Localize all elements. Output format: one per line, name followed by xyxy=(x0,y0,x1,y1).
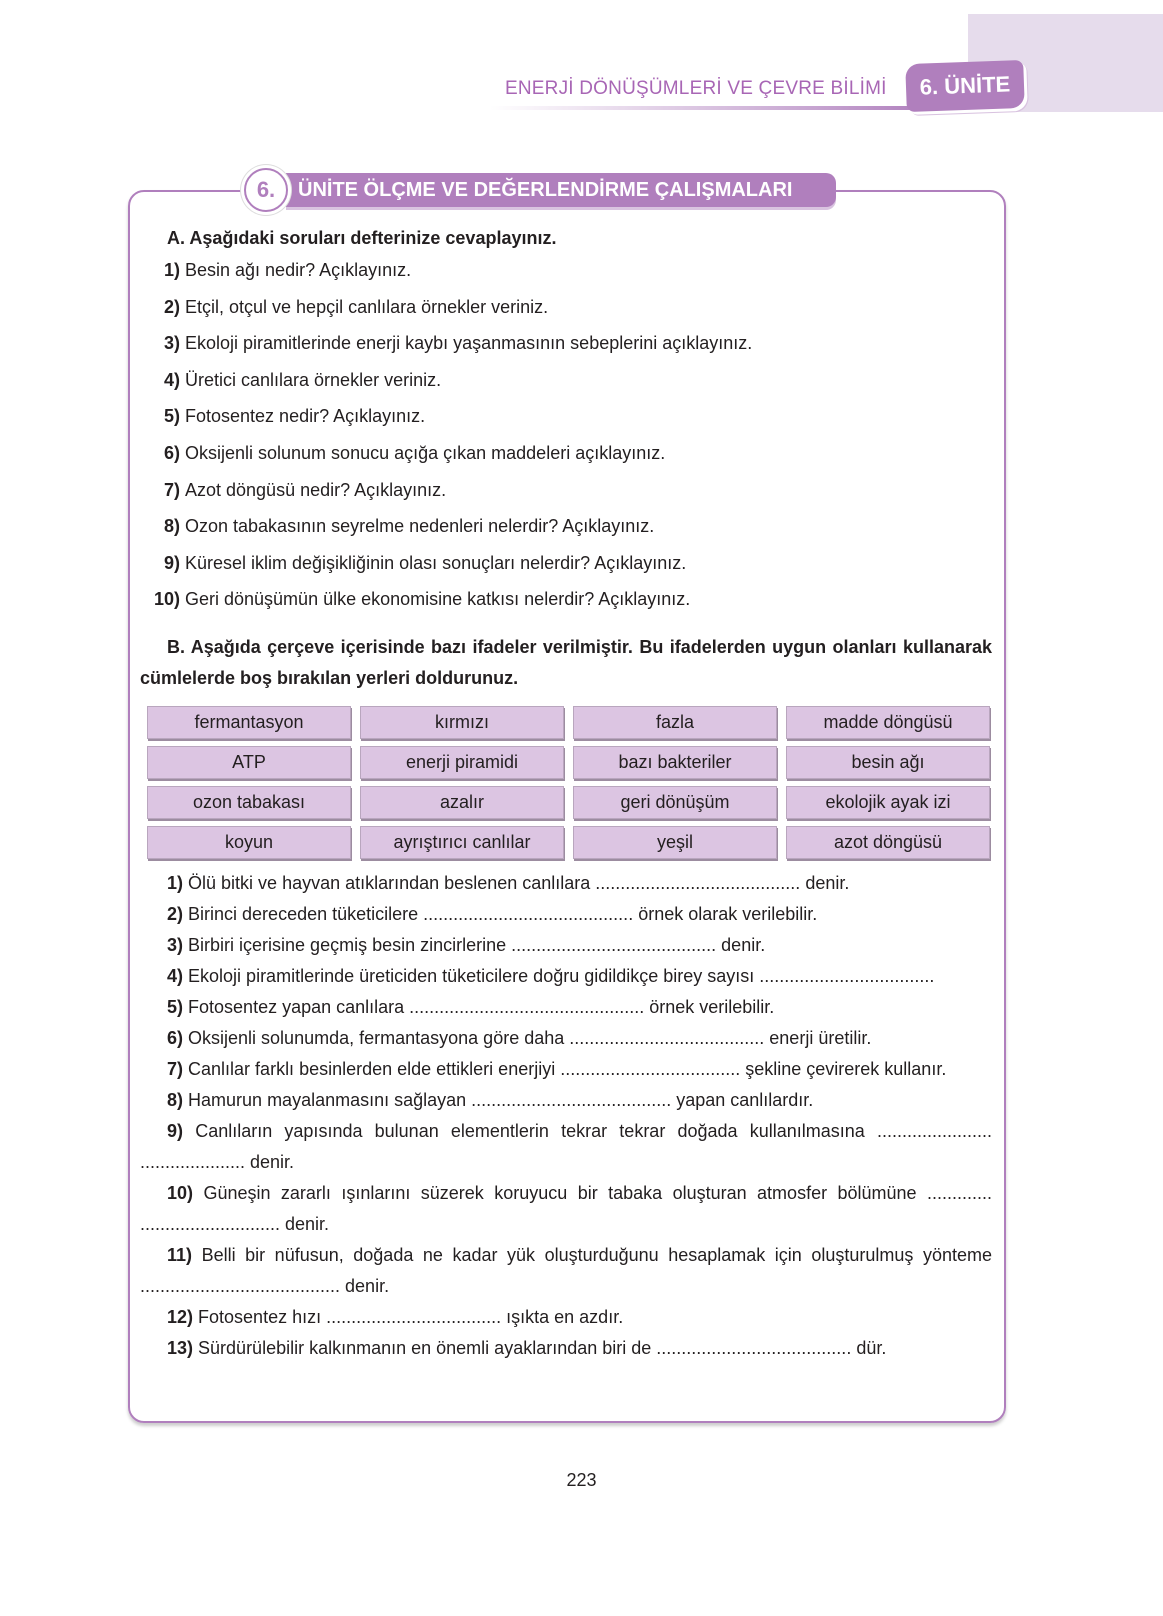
sentence-text: Fotosentez yapan canlılara ............................................... örnek verilebilir. xyxy=(188,996,775,1017)
sentence-number: 10) xyxy=(167,1182,194,1203)
word-box: koyun xyxy=(147,826,351,859)
word-box: kırmızı xyxy=(360,706,564,739)
word-box: bazı bakteriler xyxy=(573,746,777,779)
word-box: besin ağı xyxy=(786,746,990,779)
word-box: azalır xyxy=(360,786,564,819)
sentence-text: Fotosentez hızı ................................... ışıkta en azdır. xyxy=(198,1306,624,1327)
fill-in-item xyxy=(140,1023,992,1054)
sentence-text: Birinci dereceden tüketicilere .......................................... örnek olarak verilebilir. xyxy=(188,903,818,924)
unit-badge: 6. ÜNİTE xyxy=(905,60,1025,112)
fill-in-item xyxy=(140,868,992,899)
question-text: Besin ağı nedir? Açıklayınız. xyxy=(185,260,412,280)
sentence-number: 9) xyxy=(167,1120,184,1141)
question-item xyxy=(140,362,992,399)
question-item xyxy=(140,252,992,289)
word-box: enerji piramidi xyxy=(360,746,564,779)
sentence-text: Oksijenli solunumda, fermantasyona göre daha ....................................... enerji üretilir. xyxy=(188,1027,872,1048)
header-rule xyxy=(490,106,930,110)
fill-in-item xyxy=(140,899,992,930)
question-text: Ozon tabakasının seyrelme nedenleri nelerdir? Açıklayınız. xyxy=(185,516,655,537)
question-number: 4) xyxy=(163,369,180,390)
sentence-number: 4) xyxy=(167,965,184,986)
part-b-instruction: B. Aşağıda çerçeve içerisinde bazı ifadeler verilmiştir. Bu ifadelerden uygun olanları kullanarak cümlelerde boş bırakılan yerleri doldurunuz. xyxy=(140,636,992,688)
question-number: 5) xyxy=(163,406,180,427)
sentence-text: Belli bir nüfusun, doğada ne kadar yük oluşturduğunu hesaplamak için oluşturulmuş yönteme ........................................ denir. xyxy=(140,1244,992,1296)
question-text: Üretici canlılara örnekler veriniz. xyxy=(185,369,442,390)
sentence-number: 2) xyxy=(167,903,184,924)
question-number: 2) xyxy=(163,296,180,317)
fill-in-item xyxy=(140,1054,992,1085)
sentence-number: 3) xyxy=(167,934,184,955)
sentence-text: Ekoloji piramitlerinde üreticiden tüketicilere doğru gidildikçe birey sayısı ................................... xyxy=(188,965,935,986)
sentence-text: Canlıların yapısında bulunan elementlerin tekrar tekrar doğada kullanılmasına ....................... ..................... denir. xyxy=(140,1120,992,1172)
section-title: ÜNİTE ÖLÇME VE DEĞERLENDİRME ÇALIŞMALARI xyxy=(286,173,836,207)
fill-in-item xyxy=(140,1116,992,1178)
question-item xyxy=(140,289,992,326)
sentence-text: Hamurun mayalanmasını sağlayan ........................................ yapan canlılardır. xyxy=(188,1089,814,1110)
word-box: ekolojik ayak izi xyxy=(786,786,990,819)
part-a-instruction: A. Aşağıdaki soruları defterinize cevaplayınız. xyxy=(167,228,557,248)
fill-in-item xyxy=(140,1178,992,1240)
sentence-text: Birbiri içerisine geçmiş besin zincirlerine ......................................... denir. xyxy=(188,934,766,955)
question-number: 10) xyxy=(153,589,180,610)
sentence-text: Canlılar farklı besinlerden elde ettikleri enerjiyi .................................... şekline çevirerek kullanır. xyxy=(188,1058,947,1079)
sentence-number: 11) xyxy=(167,1244,193,1265)
page-number: 223 xyxy=(566,1470,597,1490)
word-box: ATP xyxy=(147,746,351,779)
question-text: Geri dönüşümün ülke ekonomisine katkısı nelerdir? Açıklayınız. xyxy=(185,589,691,610)
question-text: Küresel iklim değişikliğinin olası sonuçları nelerdir? Açıklayınız. xyxy=(185,552,687,573)
sentence-number: 7) xyxy=(167,1058,184,1079)
sentence-number: 12) xyxy=(167,1306,194,1327)
question-number: 1) xyxy=(163,260,180,280)
question-text: Etçil, otçul ve hepçil canlılara örnekler veriniz. xyxy=(185,296,549,317)
word-bank xyxy=(147,706,992,859)
sentence-number: 13) xyxy=(167,1337,194,1358)
word-box: fazla xyxy=(573,706,777,739)
sentence-text: Ölü bitki ve hayvan atıklarından beslenen canlılara ......................................... denir. xyxy=(188,872,850,893)
question-number: 3) xyxy=(163,333,180,354)
question-item xyxy=(140,435,992,472)
question-item xyxy=(140,325,992,362)
sentence-number: 1) xyxy=(167,872,184,893)
word-box: ozon tabakası xyxy=(147,786,351,819)
question-text: Azot döngüsü nedir? Açıklayınız. xyxy=(185,479,447,500)
content xyxy=(140,224,992,1364)
part-a-questions xyxy=(140,252,992,618)
question-number: 9) xyxy=(163,552,180,573)
fill-in-sentences xyxy=(140,868,992,1364)
sentence-text: Sürdürülebilir kalkınmanın en önemli ayaklarından biri de ....................................... dür. xyxy=(198,1337,887,1358)
question-number: 8) xyxy=(163,516,180,537)
fill-in-item xyxy=(140,930,992,961)
fill-in-item xyxy=(140,1085,992,1116)
question-text: Ekoloji piramitlerinde enerji kaybı yaşanmasının sebeplerini açıklayınız. xyxy=(185,333,753,354)
fill-in-item xyxy=(140,992,992,1023)
question-number: 7) xyxy=(163,479,180,500)
word-box: azot döngüsü xyxy=(786,826,990,859)
sentence-text: Güneşin zararlı ışınlarını süzerek koruyucu bir tabaka oluşturan atmosfer bölümüne ............. ............................ denir. xyxy=(140,1182,992,1234)
question-number: 6) xyxy=(163,442,180,463)
fill-in-item xyxy=(140,1240,992,1302)
fill-in-item xyxy=(140,961,992,992)
question-item xyxy=(140,545,992,582)
section-number: 6. xyxy=(244,168,288,212)
chapter-title: ENERJİ DÖNÜŞÜMLERİ VE ÇEVRE BİLİMİ xyxy=(505,78,887,99)
word-box: madde döngüsü xyxy=(786,706,990,739)
fill-in-item xyxy=(140,1302,992,1333)
question-text: Fotosentez nedir? Açıklayınız. xyxy=(185,406,426,427)
question-item xyxy=(140,472,992,509)
section-heading xyxy=(244,168,836,212)
word-box: ayrıştırıcı canlılar xyxy=(360,826,564,859)
question-text: Oksijenli solunum sonucu açığa çıkan maddeleri açıklayınız. xyxy=(185,442,666,463)
question-item xyxy=(140,398,992,435)
sentence-number: 6) xyxy=(167,1027,184,1048)
question-item xyxy=(140,508,992,545)
question-item xyxy=(140,581,992,618)
sentence-number: 5) xyxy=(167,996,184,1017)
word-box: yeşil xyxy=(573,826,777,859)
word-box: geri dönüşüm xyxy=(573,786,777,819)
word-box: fermantasyon xyxy=(147,706,351,739)
fill-in-item xyxy=(140,1333,992,1364)
sentence-number: 8) xyxy=(167,1089,184,1110)
